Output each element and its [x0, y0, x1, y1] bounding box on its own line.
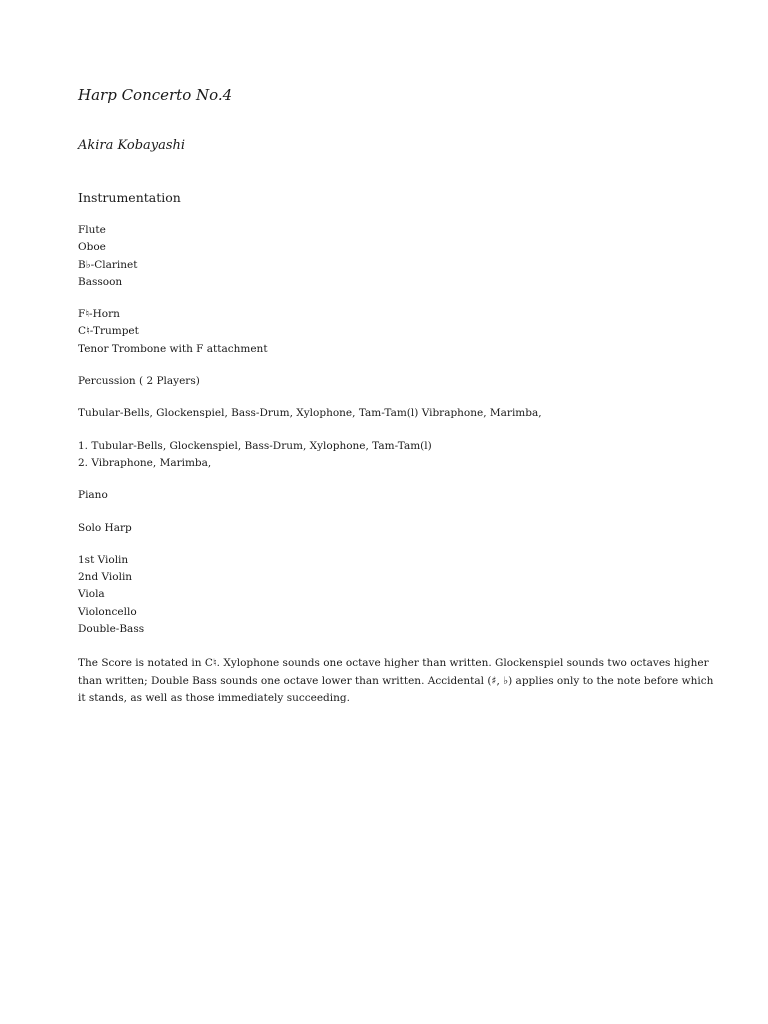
note-line: The Score is notated in C♮. Xylophone sounds one octave higher than written. Glockenspiel sounds two octaves higher — [78, 657, 709, 670]
document-content — [78, 84, 714, 707]
solo-harp-group — [78, 520, 698, 537]
instrument-line: Bassoon — [78, 275, 123, 288]
instrument-line: Tubular-Bells, Glockenspiel, Bass-Drum, Xylophone, Tam-Tam(l) Vibraphone, Marimba, — [78, 407, 542, 420]
score-title: Harp Concerto No.4 — [78, 86, 233, 104]
strings-group — [78, 552, 698, 638]
instrument-line: C♮-Trumpet — [78, 325, 139, 338]
brass-group — [78, 306, 698, 358]
instrument-line: Flute — [78, 224, 106, 236]
piano-group — [78, 487, 698, 504]
percussion-list-group — [78, 405, 698, 422]
instrument-line: F♮-Horn — [78, 308, 120, 321]
percussion-assignment-group — [78, 438, 698, 473]
instrument-line: 2nd Violin — [78, 571, 133, 584]
instrument-line: Piano — [78, 489, 108, 502]
composer-name: Akira Kobayashi — [78, 138, 186, 153]
woodwinds-group — [78, 222, 698, 291]
instrument-line: Violoncello — [78, 605, 137, 618]
instrument-line: Viola — [78, 588, 105, 601]
percussion-players-group — [78, 373, 698, 390]
transposition-note — [78, 655, 714, 707]
instrument-line: Percussion ( 2 Players) — [78, 375, 200, 388]
note-line: than written; Double Bass sounds one octave lower than written. Accidental (♯, ♭) applies only to the note before which — [78, 674, 714, 687]
note-line: it stands, as well as those immediately succeeding. — [78, 691, 350, 704]
instrument-line: 1st Violin — [78, 553, 129, 566]
instrument-line: Tenor Trombone with F attachment — [78, 342, 268, 355]
instrument-line: Oboe — [78, 241, 106, 254]
instrument-line: 1. Tubular-Bells, Glockenspiel, Bass-Drum, Xylophone, Tam-Tam(l) — [78, 439, 432, 452]
instrumentation-heading: Instrumentation — [78, 190, 181, 205]
instrument-line: Double-Bass — [78, 623, 145, 636]
instrument-line: Solo Harp — [78, 521, 132, 534]
instrument-line: 2. Vibraphone, Marimba, — [78, 456, 212, 469]
instrument-line: B♭-Clarinet — [78, 258, 138, 271]
